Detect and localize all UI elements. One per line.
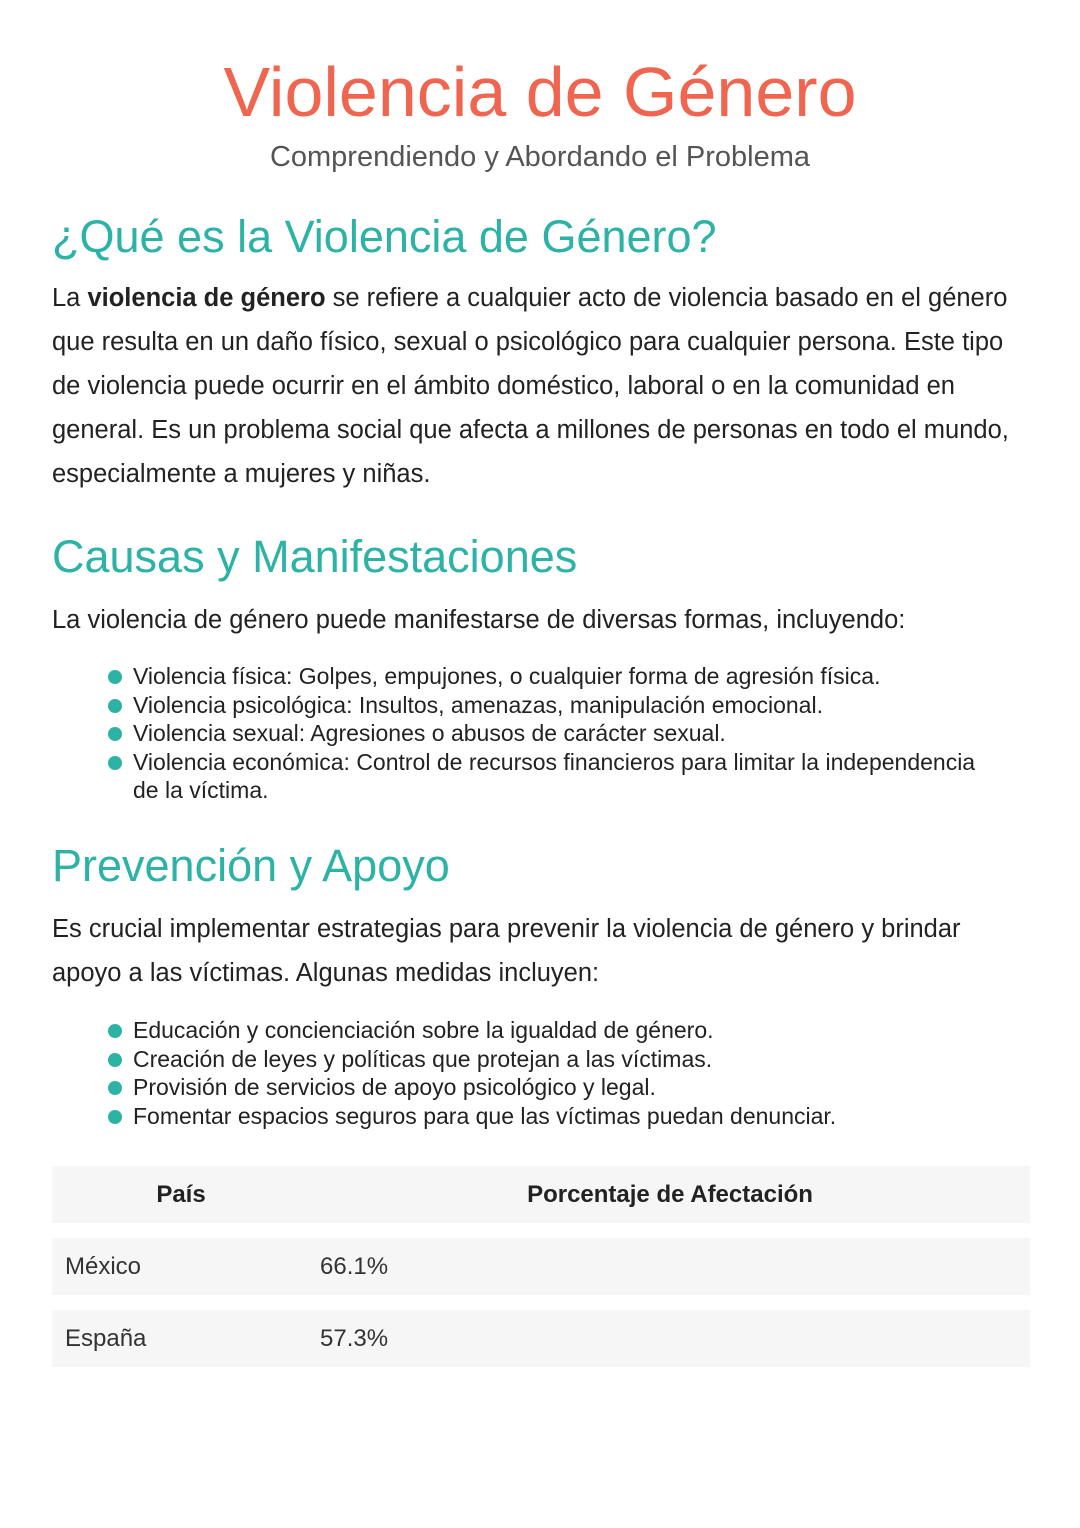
- prevention-intro: Es crucial implementar estrategias para prevenir la violencia de género y brindar apoyo a las víctimas. Algunas medidas incluyen:: [52, 915, 961, 987]
- table-header-row: [52, 1166, 1030, 1223]
- cell-percentage: 66.1%: [310, 1238, 1030, 1295]
- list-item: Educación y concienciación sobre la igualdad de género.: [108, 1016, 988, 1045]
- country-table: [52, 1151, 1030, 1382]
- column-header-country: País: [52, 1166, 310, 1223]
- causes-list: [108, 662, 988, 805]
- list-item: Fomentar espacios seguros para que las víctimas puedan denunciar.: [108, 1102, 988, 1131]
- definition-term: violencia de género: [87, 284, 326, 312]
- definition-paragraph: [52, 276, 1037, 496]
- definition-text: se refiere a cualquier acto de violencia basado en el género que resulta en un daño físico, sexual o psicológico para cualquier persona. Este tipo de violencia puede ocurrir en el ámbito doméstico, laboral o en la comunidad en general. Es un problema social que afecta a millones de personas en todo el mundo, especialmente a mujeres y niñas.: [52, 284, 1009, 488]
- column-header-percentage: Porcentaje de Afectación: [310, 1166, 1030, 1223]
- table-row: [52, 1310, 1030, 1367]
- list-item: Violencia física: Golpes, empujones, o cualquier forma de agresión física.: [108, 662, 988, 691]
- page-title: Violencia de Género: [223, 53, 857, 131]
- list-item: Creación de leyes y políticas que protejan a las víctimas.: [108, 1045, 988, 1074]
- cell-percentage: 57.3%: [310, 1310, 1030, 1367]
- definition-lead: La: [52, 284, 88, 312]
- causes-intro: La violencia de género puede manifestarse de diversas formas, incluyendo:: [52, 606, 906, 634]
- list-item: Violencia psicológica: Insultos, amenazas, manipulación emocional.: [108, 691, 988, 720]
- table-row: [52, 1238, 1030, 1295]
- list-item: Violencia sexual: Agresiones o abusos de carácter sexual.: [108, 719, 988, 748]
- list-item: Provisión de servicios de apoyo psicológico y legal.: [108, 1073, 988, 1102]
- page-subtitle: Comprendiendo y Abordando el Problema: [269, 141, 811, 173]
- section-heading-definition: ¿Qué es la Violencia de Género?: [52, 211, 717, 262]
- list-item: Violencia económica: Control de recursos financieros para limitar la independencia de la víctima.: [108, 748, 988, 805]
- cell-country: España: [52, 1310, 310, 1367]
- section-heading-causes: Causas y Manifestaciones: [52, 531, 578, 582]
- section-heading-prevention: Prevención y Apoyo: [52, 840, 450, 891]
- prevention-list: [108, 1016, 988, 1130]
- cell-country: México: [52, 1238, 310, 1295]
